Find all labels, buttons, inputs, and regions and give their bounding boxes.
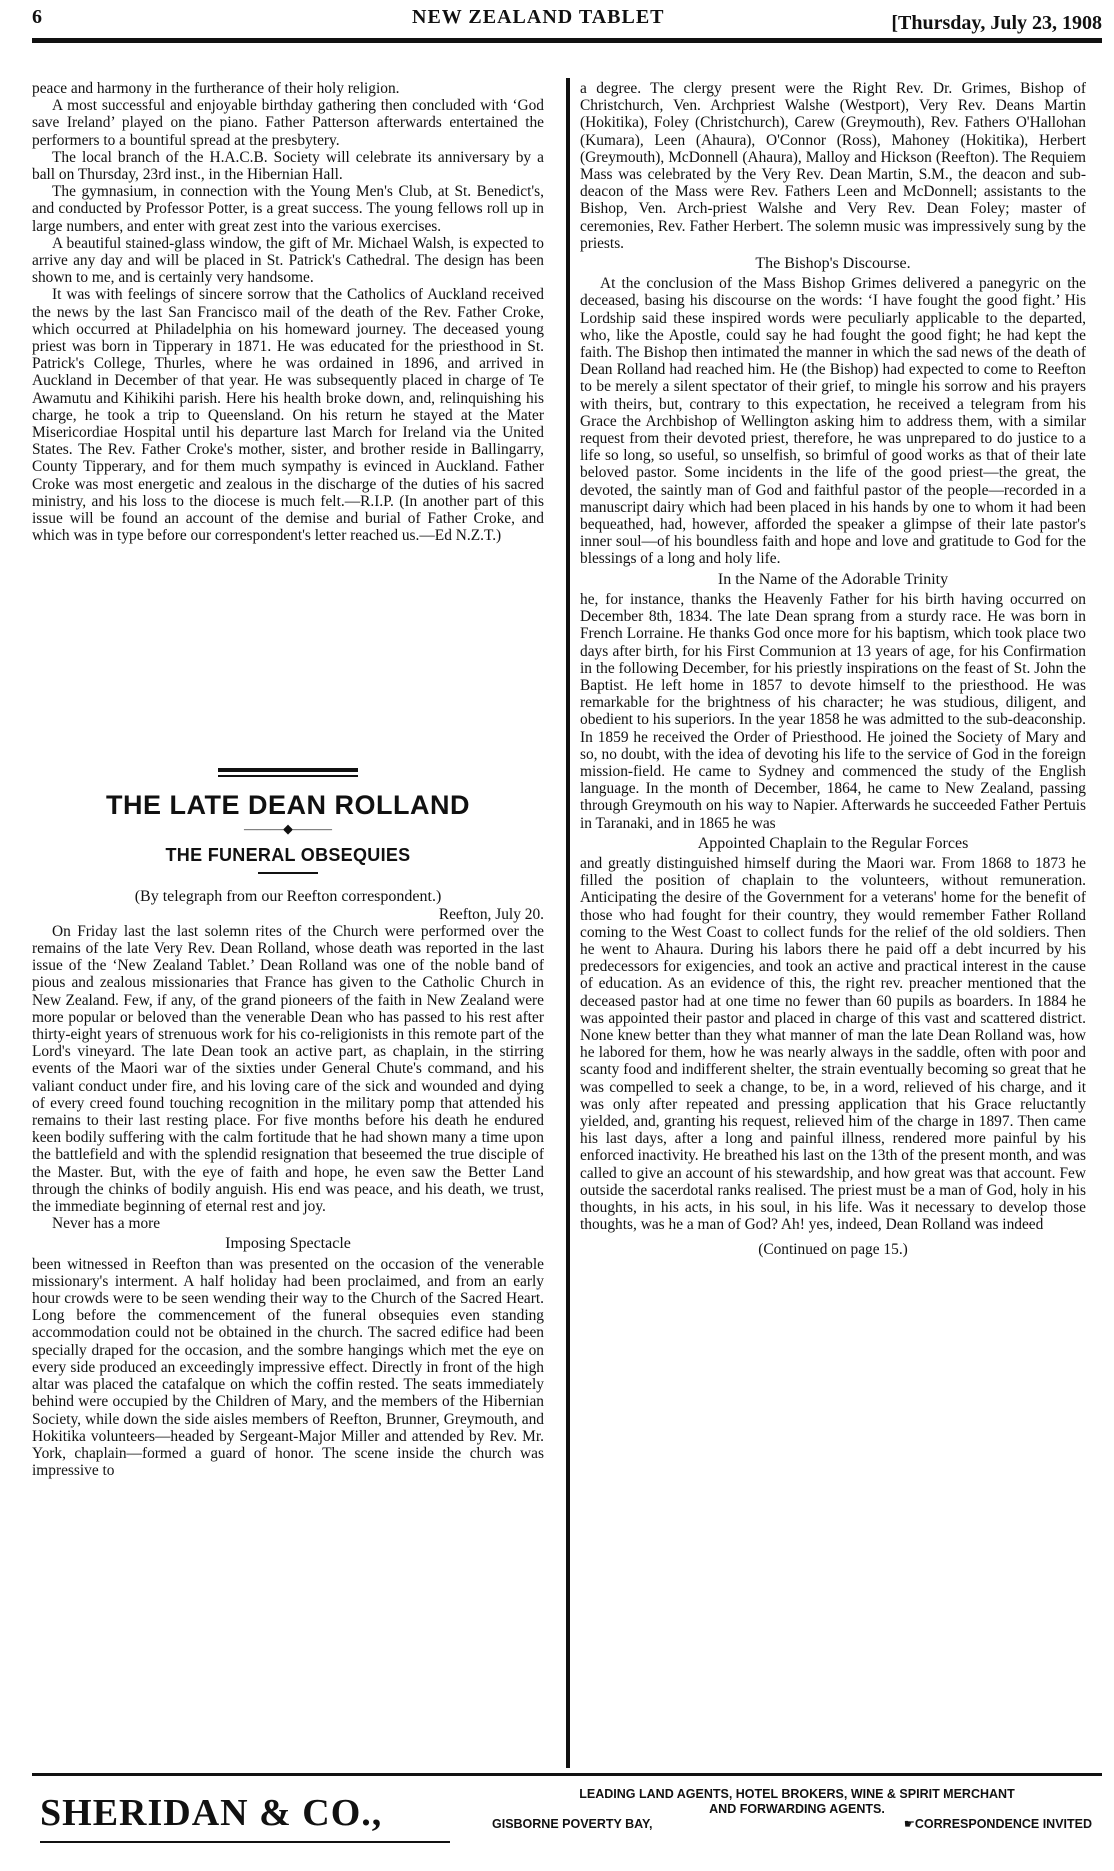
section-rule-thick (218, 768, 358, 772)
article-byline: (By telegraph from our Reefton correspondent.) (134, 888, 442, 906)
article-paragraph: On Friday last the last solemn rites of the Church were performed over the remains of the late Very Rev. Dean Rolland, whose death was reported in the last issue of the ‘New Zealand Tablet.’ Dean Rolland was one of the noble band of pious and zealous missionaries that France has given to the Catholic Church in New Zealand. Few, if any, of the grand pioneers of the faith in New Zealand were more popular or beloved than the venerable Dean who has passed to his rest after thirty-eight years of strenuous work for his co-religionists in this remote part of the Lord's vineyard. The late Dean took an active part, as chaplain, in the stirring events of the Maori war of the sixties under General Chute's command, and his valiant conduct under fire, and his loving care of the sick and wounded and dying of every creed found touching recognition in the military pomp that attended his remains to their last resting place. For five months before his death he endured keen bodily suffering with the calm fortitude that he had shown many a time upon the battlefield and with the splendid resignation that beseemed the true disciple of the Master. But, with the eye of faith and hope, he even saw the Better Land through the chinks of bodily anguish. His end was peace, and his death, we trust, the immediate beginning of eternal rest and joy. (32, 922, 544, 1216)
ad-note: ☛CORRESPONDENCE INVITED (903, 1817, 1092, 1831)
advertisement-footer (32, 1773, 1102, 1865)
advertisement-text (482, 1787, 1112, 1832)
article-dateline: Reefton, July 20. (438, 905, 544, 923)
right-column (580, 80, 1086, 1259)
ad-contact-row (482, 1817, 1112, 1832)
column-divider (566, 78, 570, 1768)
issue-date: [Thursday, July 23, 1908 (891, 12, 1102, 34)
section-rule-thin (218, 775, 358, 777)
column-paragraph: The local branch of the H.A.C.B. Society will celebrate its anniversary by a ball on Thursday, 23rd inst., in the Hibernian Hall. (32, 148, 544, 184)
left-column (32, 80, 544, 544)
column-paragraph: A beautiful stained-glass window, the gift of Mr. Michael Walsh, is expected to arrive any day and will be placed in St. Patrick's Cathedral. The design has been shown to me, and is certainly very handsome. (32, 234, 544, 287)
article-paragraph: been witnessed in Reefton than was presented on the occasion of the venerable missionary's interment. A half holiday had been proclaimed, and from an early hour crowds were to be seen wending their way to the Church of the Sacred Heart. Long before the commencement of the funeral obsequies even standing accommodation could not be obtained in the church. The sacred edifice had been specially draped for the occasion, and the sombre hangings which met the eye on every side produced an exceedingly impressive effect. Directly in front of the high altar was placed the catafalque on which the coffin rested. The seats immediately behind were occupied by the Children of Mary, and the members of the Hibernian Society, while down the side aisles members of Reefton, Brunner, Greymouth, and Hokitika volunteers—headed by Sergeant-Major Miller and attended by Rev. Mr. York, chaplain—formed a guard of honor. The scene inside the church was impressive to (32, 1255, 544, 1480)
article-headline: THE LATE DEAN ROLLAND (106, 790, 470, 820)
newspaper-title: NEW ZEALAND TABLET (412, 6, 665, 28)
article-subhead: Appointed Chaplain to the Regular Forces (697, 834, 969, 852)
advertiser-name: SHERIDAN & CO., (40, 1792, 383, 1834)
article-subhead: In the Name of the Adorable Trinity (717, 570, 949, 588)
article-late-dean-rolland (32, 768, 544, 1479)
page-header (32, 0, 1102, 42)
advertiser-underline (40, 1841, 450, 1843)
article-paragraph: At the conclusion of the Mass Bishop Grimes delivered a panegyric on the deceased, basing his discourse on the words: ‘I have fought the good fight.’ His Lordship said these inspired words were peculiarly applicable to the departed, who, like the Apostle, could say he had fought the good fight; he had kept the faith. The Bishop then intimated the manner in which the sad news of the death of Dean Rolland had reached him. He (the Bishop) had expected to come to Reefton to be merely a silent spectator of their grief, to mingle his sorrow and his prayers with theirs, but, contrary to this expectation, he received a telegram from his Grace the Archbishop of Wellington asking him to address them, with a similar request from their devoted priest, therefore, he was unprepared to do justice to a life so long, so useful, so unselfish, so brimful of good works as that of their late beloved pastor. Some incidents in the life of the good priest—the great, the devoted, the saintly man of God and faithful pastor of the people—recorded in a manuscript dairy which had been placed in his hands by one to whom it had been bequeathed, had, however, afforded the speaker a glimpse of their late pastor's inner soul—of his boundless faith and hope and love and gratitude to God for the blessings of a long and holy life. (580, 275, 1086, 568)
article-paragraph: he, for instance, thanks the Heavenly Father for his birth having occurred on December 8th, 1834. The late Dean sprang from a sturdy race. He was born in French Lorraine. He thanks God once more for his baptism, which took place two days after birth, for his First Communion at 13 years of age, for his Confirmation in the following December, for his priestly inspirations on the feast of St. John the Baptist. He left home in 1857 to devote himself to the priesthood. He was remarkable for the brightness of his character; he was studious, diligent, and obedient to his superiors. In the year 1858 he was admitted to the sub-deaconship. In 1859 he received the Order of Priesthood. He joined the Society of Mary and so, no doubt, with the idea of devoting his life to the service of God in the foreign mission-field. He came to Sydney and commenced the study of the English language. In the month of December, 1864, he came to New Zealand, passing through Greymouth on his way to Napier. Afterwards he succeeded Father Pertuis in Taranaki, and in 1865 he was (580, 590, 1086, 832)
header-rule (32, 38, 1102, 43)
column-paragraph: peace and harmony in the furtherance of their holy religion. (32, 80, 400, 97)
article-subhead: The Bishop's Discourse. (755, 255, 911, 273)
article-paragraph: and greatly distinguished himself during the Maori war. From 1868 to 1873 he filled the position of chaplain to the volunteers, without remuneration. Anticipating the desire of the Government for a veterans' home for the benefit of those who had fought for their country, they would remember Father Rolland coming to the West Coast to collect funds for the relief of the old soldiers. Then he went to Ahaura. During his labors there he paid off a debt incurred by his predecessors for exigencies, and took an active and practical interest in the cause of education. As an evidence of this, the right rev. preacher mentioned that the deceased pastor had at one time no fewer than 60 pupils as boarders. In 1884 he was appointed their pastor and placed in charge of this vast and scattered district. None knew better than they what manner of man the late Dean Rolland was, how he labored for them, how he was nearly always in the saddle, often with poor and scanty food and indifferent shelter, the strain eventually becoming so great that he was compelled to seek a change, to be, in a word, relieved of his charge, and it was only after repeated and pressing application that his Grace reluctantly yielded, and, granting his request, relieved him of the charge in 1897. Then came his last days, after a long and painful illness, rendered more painful by his enforced inactivity. He breathed his last on the 13th of the present month, and was called to give an account of his stewardship, and how great was that account. Few outside the sacerdotal ranks realised. The priest must be a man of God, holy in his thoughts, in his acts, in his soul, in his life. Was it necessary to develop those thoughts, was he a man of God? Ah! yes, indeed, Dean Rolland was indeed (580, 854, 1086, 1234)
article-paragraph: Never has a more (52, 1215, 161, 1233)
continued-note: (Continued on page 15.) (758, 1241, 908, 1259)
article-paragraph: a degree. The clergy present were the Right Rev. Dr. Grimes, Bishop of Christchurch, Ven. Archpriest Walshe (Westport), Very Rev. Deans Martin (Hokitika), Foley (Christchurch), Carew (Greymouth), Rev. Fathers O'Hallohan (Kumara), Leen (Ahaura), O'Connor (Ross), Mahoney (Hokitika), Herbert (Greymouth), McDonnell (Ahaura), Malloy and Hickson (Reefton). The Requiem Mass was celebrated by the Very Rev. Dean Martin, S.M., the deacon and sub-deacon of the Mass were Rev. Fathers Leen and McDonnell; assistants to the Bishop, Ven. Arch-priest Walshe and Very Rev. Dean Foley; master of ceremonies, Rev. Father Herbert. The solemn music was impressively sung by the priests. (580, 80, 1086, 252)
article-subheadline: THE FUNERAL OBSEQUIES (165, 845, 411, 866)
ad-line: LEADING LAND AGENTS, HOTEL BROKERS, WINE & SPIRIT MERCHANT (579, 1787, 1015, 1801)
ad-location: GISBORNE POVERTY BAY, (492, 1817, 653, 1831)
column-paragraph: It was with feelings of sincere sorrow that the Catholics of Auckland received the news by the last San Francisco mail of the death of the Rev. Father Croke, which occurred at Philadelphia on his homeward journey. The deceased young priest was born in Tipperary in 1871. He was educated for the priesthood in St. Patrick's College, Thurles, where he was ordained in 1896, and arrived in Auckland in December of that year. He was subsequently placed in charge of Te Awamutu and Kihikihi parish. Here his health broke down, and, relinquishing his charge, he took a trip to Queensland. On his return he stayed at the Mater Misericordiae Hospital until his departure last March for Ireland via the United States. The Rev. Father Croke's mother, sister, and brother reside in Ballingarry, County Tipperary, and for them much sympathy is evinced in Auckland. Father Croke was most energetic and zealous in the discharge of the duties of his sacred ministry, and his loss to the diocese is much felt.—R.I.P. (In another part of this issue will be found an account of the demise and burial of Father Croke, and which was in type before our correspondent's letter reached us.—Ed N.Z.T.) (32, 286, 544, 545)
column-paragraph: A most successful and enjoyable birthday gathering then concluded with ‘God save Ireland’ played on the piano. Father Patterson afterwards entertained the performers to a bountiful spread at the presbytery. (32, 97, 544, 149)
column-paragraph: The gymnasium, in connection with the Young Men's Club, at St. Benedict's, and conducted by Professor Potter, is a great success. The young fellows roll up in large numbers, and enter with great zest into the various exercises. (32, 183, 544, 235)
page-number: 6 (32, 6, 42, 28)
short-rule (258, 872, 318, 874)
ad-line: AND FORWARDING AGENTS. (709, 1802, 885, 1816)
article-subhead: Imposing Spectacle (225, 1235, 351, 1253)
diamond-divider: ———◆——— (244, 821, 332, 837)
footer-rule (32, 1773, 1102, 1776)
